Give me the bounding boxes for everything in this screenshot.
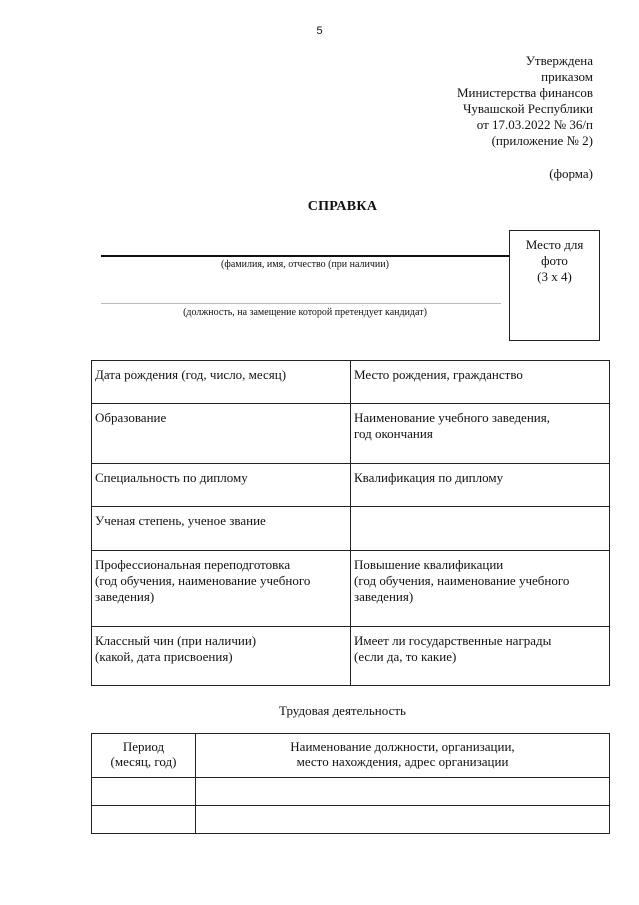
period-cell[interactable] [92,778,196,806]
table-row [92,627,610,686]
table-row [92,551,610,627]
state-awards-cell[interactable] [351,627,610,686]
cell-text: Классный чин (при наличии) [95,633,257,648]
cell-text: Место рождения, гражданство [354,367,523,382]
education-cell[interactable] [92,404,351,464]
approval-stamp [457,53,593,149]
retraining-cell[interactable] [92,551,351,627]
cell-text: Ученая степень, ученое звание [95,513,266,528]
document-title: СПРАВКА [307,199,378,214]
photo-label-line: Место для [525,237,584,252]
cell-text: Наименование учебного заведения, [354,410,550,425]
header-text: место нахождения, адрес организации [296,754,509,769]
empty-cell[interactable] [351,507,610,551]
header-text: (месяц, год) [110,754,177,769]
form-label: (форма) [549,166,593,181]
birth-date-cell[interactable] [92,361,351,404]
approval-line: Министерства финансов [456,85,593,100]
position-field-line[interactable] [101,303,501,304]
period-cell[interactable] [92,806,196,834]
approval-line: (приложение № 2) [491,133,593,148]
position-organization-header [196,734,610,778]
cell-text: заведения) [95,589,155,604]
work-history-table [91,733,610,834]
header-text: Период [122,739,165,754]
cell-text: заведения) [354,589,414,604]
period-header [92,734,196,778]
cell-text: Повышение квалификации [354,557,504,572]
academic-degree-cell[interactable] [92,507,351,551]
birthplace-citizenship-cell[interactable] [351,361,610,404]
table-header-row [92,734,610,778]
approval-line: Утверждена [525,53,593,68]
page-number: 5 [316,25,323,37]
full-name-caption: (фамилия, имя, отчество (при наличии) [221,259,389,270]
table-row [92,404,610,464]
work-history-title: Трудовая деятельность [279,703,406,718]
cell-text: Специальность по диплому [95,470,248,485]
advanced-training-cell[interactable] [351,551,610,627]
cell-text: (если да, то какие) [354,649,457,664]
personal-info-table [91,360,610,686]
qualification-cell[interactable] [351,464,610,507]
cell-text: (год обучения, наименование учебного [354,573,570,588]
cell-text: Имеет ли государственные награды [354,633,552,648]
cell-text: (какой, дата присвоения) [95,649,233,664]
approval-line: Чувашской Республики [462,101,593,116]
table-row [92,806,610,834]
position-cell[interactable] [196,806,610,834]
table-row [92,778,610,806]
cell-text: Квалификация по диплому [354,470,504,485]
table-row [92,464,610,507]
header-text: Наименование должности, организации, [290,739,515,754]
table-row [92,507,610,551]
cell-text: Дата рождения (год, число, месяц) [95,367,287,382]
cell-text: Образование [95,410,167,425]
position-caption: (должность, на замещение которой претендует кандидат) [183,307,427,318]
cell-text: год окончания [354,426,433,441]
position-cell[interactable] [196,778,610,806]
cell-text: (год обучения, наименование учебного [95,573,311,588]
photo-label-line: фото [541,253,568,268]
photo-placeholder [509,230,600,341]
approval-line: от 17.03.2022 № 36/п [476,117,593,132]
class-rank-cell[interactable] [92,627,351,686]
photo-label-line: (3 х 4) [537,269,572,284]
cell-text: Профессиональная переподготовка [95,557,291,572]
approval-line: приказом [541,69,593,84]
institution-cell[interactable] [351,404,610,464]
specialty-cell[interactable] [92,464,351,507]
full-name-field-line[interactable] [101,255,509,257]
table-row [92,361,610,404]
